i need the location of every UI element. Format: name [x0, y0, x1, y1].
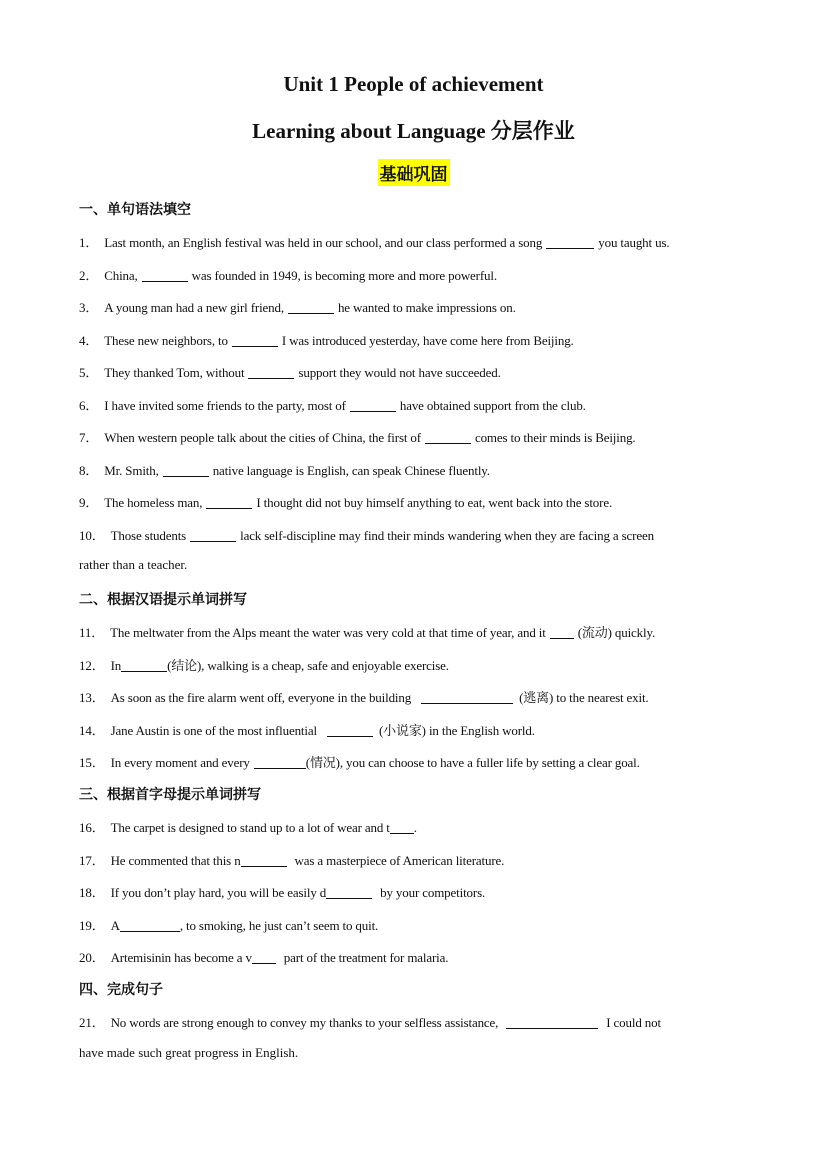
question-9: 9． The homeless man, I thought did not buy himself anything to eat, went back into the store. — [79, 495, 613, 510]
question-16: 16． The carpet is designed to stand up to a lot of wear and t . — [79, 820, 417, 835]
answer-blank[interactable] — [390, 821, 414, 834]
answer-blank[interactable] — [120, 919, 180, 932]
question-13: 13． As soon as the fire alarm went off, everyone in the building (逃离) to the nearest exit. — [79, 690, 649, 705]
answer-blank[interactable] — [506, 1016, 598, 1029]
answer-blank[interactable] — [327, 724, 373, 737]
question-20: 20． Artemisinin has become a v part of the treatment for malaria. — [79, 950, 449, 965]
question-19: 19． A , to smoking, he just can’t seem to quit. — [79, 918, 379, 933]
question-12: 12． In (结论), walking is a cheap, safe and enjoyable exercise. — [79, 658, 449, 673]
question-10: 10． Those students lack self-discipline may find their minds wandering when they are facing a screen — [79, 528, 654, 543]
question-21: 21． No words are strong enough to convey my thanks to your selfless assistance, I could not — [79, 1015, 661, 1030]
question-2: 2． China, was founded in 1949, is becoming more and more powerful. — [79, 268, 497, 283]
answer-blank[interactable] — [254, 756, 306, 769]
question-8: 8． Mr. Smith, native language is English, can speak Chinese fluently. — [79, 463, 490, 478]
question-17: 17． He commented that this n was a masterpiece of American literature. — [79, 853, 505, 868]
question-18: 18． If you don’t play hard, you will be easily d by your competitors. — [79, 885, 486, 900]
answer-blank[interactable] — [248, 366, 294, 379]
answer-blank[interactable] — [121, 659, 167, 672]
question-6: 6． I have invited some friends to the party, most of have obtained support from the club. — [79, 398, 586, 413]
question-21-continuation: have made such great progress in English. — [79, 1045, 299, 1060]
answer-blank[interactable] — [190, 529, 236, 542]
question-7: 7． When western people talk about the cities of China, the first of comes to their minds is Beijing. — [79, 430, 636, 445]
answer-blank[interactable] — [206, 496, 252, 509]
question-14: 14． Jane Austin is one of the most influential (小说家) in the English world. — [79, 723, 535, 738]
level-badge: 基础巩固 — [378, 159, 450, 186]
answer-blank[interactable] — [550, 626, 574, 639]
question-10-continuation: rather than a teacher. — [79, 557, 188, 572]
section-heading-chinese-hints: 二、根据汉语提示单词拼写 — [79, 592, 247, 608]
section-heading-grammar: 一、单句语法填空 — [79, 202, 191, 218]
answer-blank[interactable] — [350, 399, 396, 412]
page-title: Unit 1 People of achievement — [283, 72, 544, 96]
answer-blank[interactable] — [142, 269, 188, 282]
answer-blank[interactable] — [163, 464, 209, 477]
question-1: 1． Last month, an English festival was held in our school, and our class performed a song you taught us. — [79, 235, 670, 250]
page-subtitle: Learning about Language 分层作业 — [252, 119, 575, 143]
question-15: 15． In every moment and every (情况), you can choose to have a fuller life by setting a clear goal. — [79, 755, 640, 770]
question-3: 3． A young man had a new girl friend, he wanted to make impressions on. — [79, 300, 516, 315]
question-4: 4． These new neighbors, to I was introduced yesterday, have come here from Beijing. — [79, 333, 574, 348]
answer-blank[interactable] — [546, 236, 594, 249]
question-5: 5． They thanked Tom, without support they would not have succeeded. — [79, 365, 501, 380]
answer-blank[interactable] — [232, 334, 278, 347]
section-heading-complete-sentences: 四、完成句子 — [79, 982, 163, 998]
answer-blank[interactable] — [288, 301, 334, 314]
answer-blank[interactable] — [425, 431, 471, 444]
section-heading-first-letter: 三、根据首字母提示单词拼写 — [79, 787, 261, 803]
answer-blank[interactable] — [326, 886, 372, 899]
answer-blank[interactable] — [421, 691, 513, 704]
answer-blank[interactable] — [252, 951, 276, 964]
question-11: 11． The meltwater from the Alps meant the water was very cold at that time of year, and it (流动) quickly. — [79, 625, 656, 640]
answer-blank[interactable] — [241, 854, 287, 867]
